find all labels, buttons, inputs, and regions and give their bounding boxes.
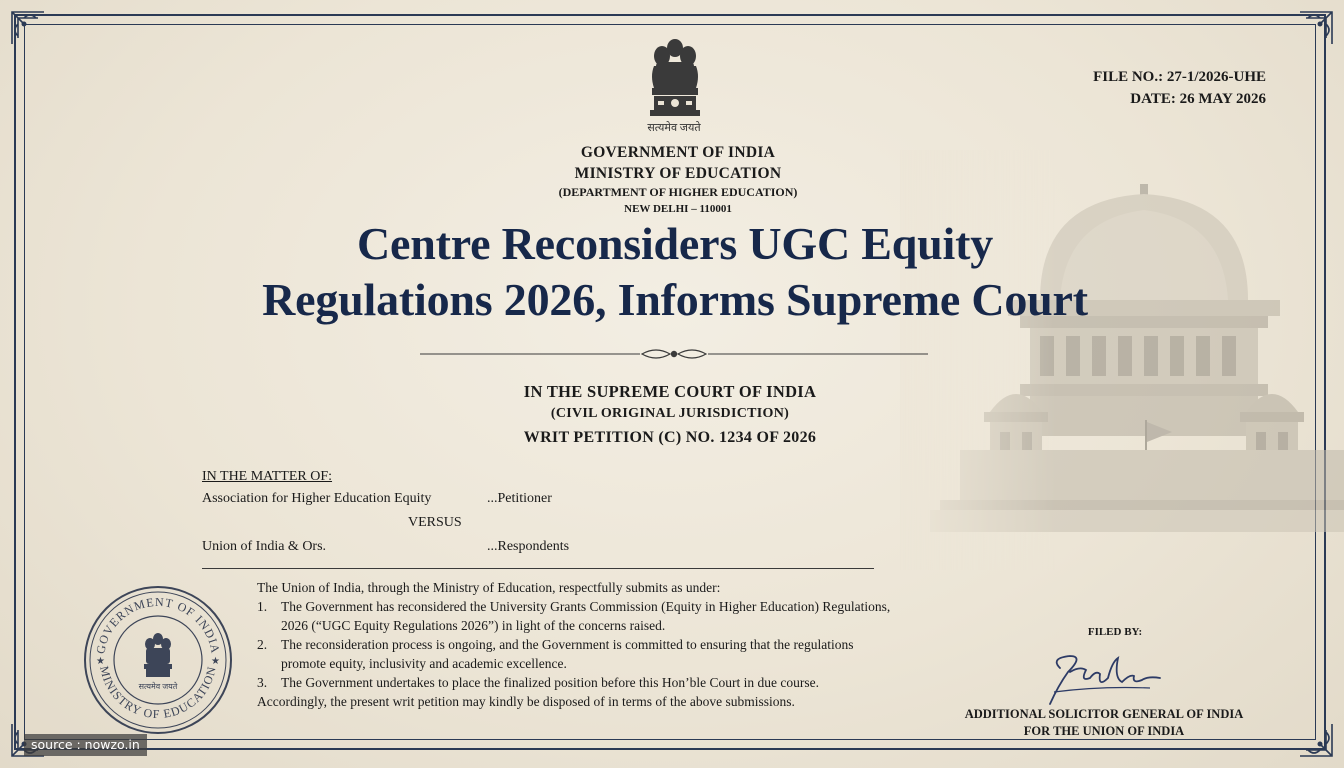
petitioner-name: Association for Higher Education Equity: [202, 491, 432, 506]
section-divider: [202, 568, 874, 569]
source-credit: source : nowzo.in: [24, 734, 147, 756]
ministry-header: [478, 142, 878, 217]
emblem-motto: सत्यमेव जयते: [647, 122, 701, 134]
ornamental-divider: [420, 345, 928, 363]
matter-block: [202, 467, 622, 559]
respondent-role: ...Respondents: [487, 539, 570, 554]
ministry-address: NEW DELHI – 110001: [624, 203, 732, 215]
government-title: GOVERNMENT OF INDIA: [580, 144, 776, 161]
corner-ornament-icon: [1298, 10, 1334, 46]
ministry-seal-icon: [82, 584, 234, 736]
filed-by-block: [950, 626, 1250, 638]
signature: [1040, 648, 1170, 710]
file-info: [1093, 66, 1266, 110]
court-title-block: [440, 381, 900, 450]
submission-intro: The Union of India, through the Ministry of Education, respectfully submits as under:: [257, 580, 721, 595]
seal-bottom-text: MINISTRY OF EDUCATION: [97, 664, 219, 722]
item-number: 3.: [257, 675, 268, 690]
submission-item: [257, 673, 897, 692]
corner-ornament-icon: [1298, 722, 1334, 758]
file-number: FILE NO.: 27-1/2026-UHE: [1093, 69, 1266, 85]
item-text: The reconsideration process is ongoing, and the Government is committed to ensuring that the regulations promote equity, inclusivity and academic excellence.: [281, 637, 854, 671]
court-name: IN THE SUPREME COURT OF INDIA: [523, 382, 817, 401]
court-jurisdiction: (CIVIL ORIGINAL JURISDICTION): [550, 406, 790, 421]
petition-number: WRIT PETITION (C) NO. 1234 OF 2026: [523, 429, 817, 446]
item-number: 1.: [257, 599, 268, 614]
filer-title: ADDITIONAL SOLICITOR GENERAL OF INDIA: [964, 707, 1244, 721]
corner-ornament-icon: [10, 10, 46, 46]
headline-line-1: Centre Reconsiders UGC Equity: [356, 218, 994, 269]
filer-party: FOR THE UNION OF INDIA: [1023, 724, 1185, 738]
submission-item: [257, 635, 897, 673]
filed-by-names: [940, 706, 1268, 740]
petitioner-row: [202, 487, 622, 511]
department-title: (DEPARTMENT OF HIGHER EDUCATION): [558, 185, 798, 199]
svg-text:★: ★: [211, 656, 220, 667]
versus-label: VERSUS: [408, 515, 462, 530]
item-text: The Government undertakes to place the finalized position before this Hon’ble Court in due course.: [281, 675, 819, 690]
seal-top-text: GOVERNMENT OF INDIA: [93, 594, 223, 655]
supreme-court-building-watermark: [900, 150, 1344, 570]
submission-body: [257, 578, 897, 711]
item-number: 2.: [257, 637, 268, 652]
headline: [140, 216, 1210, 328]
state-emblem-icon: [640, 36, 710, 122]
submission-closing: Accordingly, the present writ petition may kindly be disposed of in terms of the above submissions.: [257, 694, 795, 709]
matter-heading: IN THE MATTER OF:: [202, 469, 333, 484]
petitioner-role: ...Petitioner: [487, 491, 552, 506]
filed-by-label: FILED BY:: [1087, 626, 1143, 638]
headline-line-2: Regulations 2026, Informs Supreme Court: [262, 274, 1088, 325]
item-text: The Government has reconsidered the University Grants Commission (Equity in Higher Education) Regulations, 2026 (“UGC Equity Regulations 2026”) in light of the concerns raised.: [281, 599, 891, 633]
ministry-title: MINISTRY OF EDUCATION: [574, 165, 782, 182]
submission-item: [257, 597, 897, 635]
respondent-row: [202, 535, 622, 559]
seal-motto: सत्यमेव जयते: [138, 682, 178, 691]
file-date: DATE: 26 MAY 2026: [1130, 91, 1266, 107]
respondent-name: Union of India & Ors.: [202, 539, 327, 554]
svg-text:★: ★: [96, 656, 105, 667]
